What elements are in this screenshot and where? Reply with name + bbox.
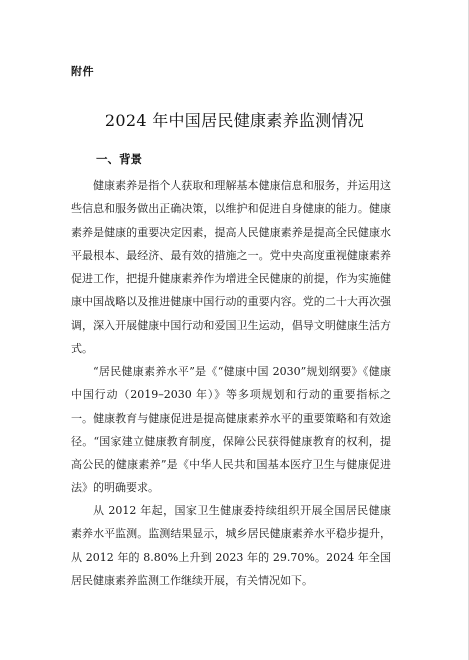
section-heading: 一、背景 <box>96 152 142 166</box>
attachment-label: 附件 <box>71 65 94 78</box>
document-title: 2024 年中国居民健康素养监测情况 <box>104 111 365 130</box>
body-paragraph: 从 2012 年起，国家卫生健康委持续组织开展全国居民健康素养水平监测。监测结果显示，城乡居民健康素养水平稳步提升，从 2012 年的 8.80%上升到 2023 年的 29.70%。2024 年全国居民健康素养监测工作继续开展，有关情况如下。 <box>71 504 391 587</box>
body-paragraph: 健康素养是指个人获取和理解基本健康信息和服务，并运用这些信息和服务做出正确决策，以维护和促进自身健康的能力。健康素养是健康的重要决定因素，提高人民健康素养是提高全民健康水平最根本、最经济、最有效的措施之一。党中央高度重视健康素养促进工作，把提升健康素养作为增进全民健康的前提，作为实施健康中国战略以及推进健康中国行动的重要内容。党的二十大再次强调，深入开展健康中国行动和爱国卫生运动，倡导文明健康生活方式。 <box>71 179 391 356</box>
body-paragraph: “居民健康素养水平”是《“健康中国 2030”规划纲要》《健康中国行动（2019–2030 年）》等多项规划和行动的重要指标之一。健康教育与健康促进是提高健康素养水平的重要策略和有效途径。“国家建立健康教育制度，保障公民获得健康教育的权利，提高公民的健康素养”是《中华人民共和国基本医疗卫生与健康促进法》的明确要求。 <box>71 365 391 495</box>
